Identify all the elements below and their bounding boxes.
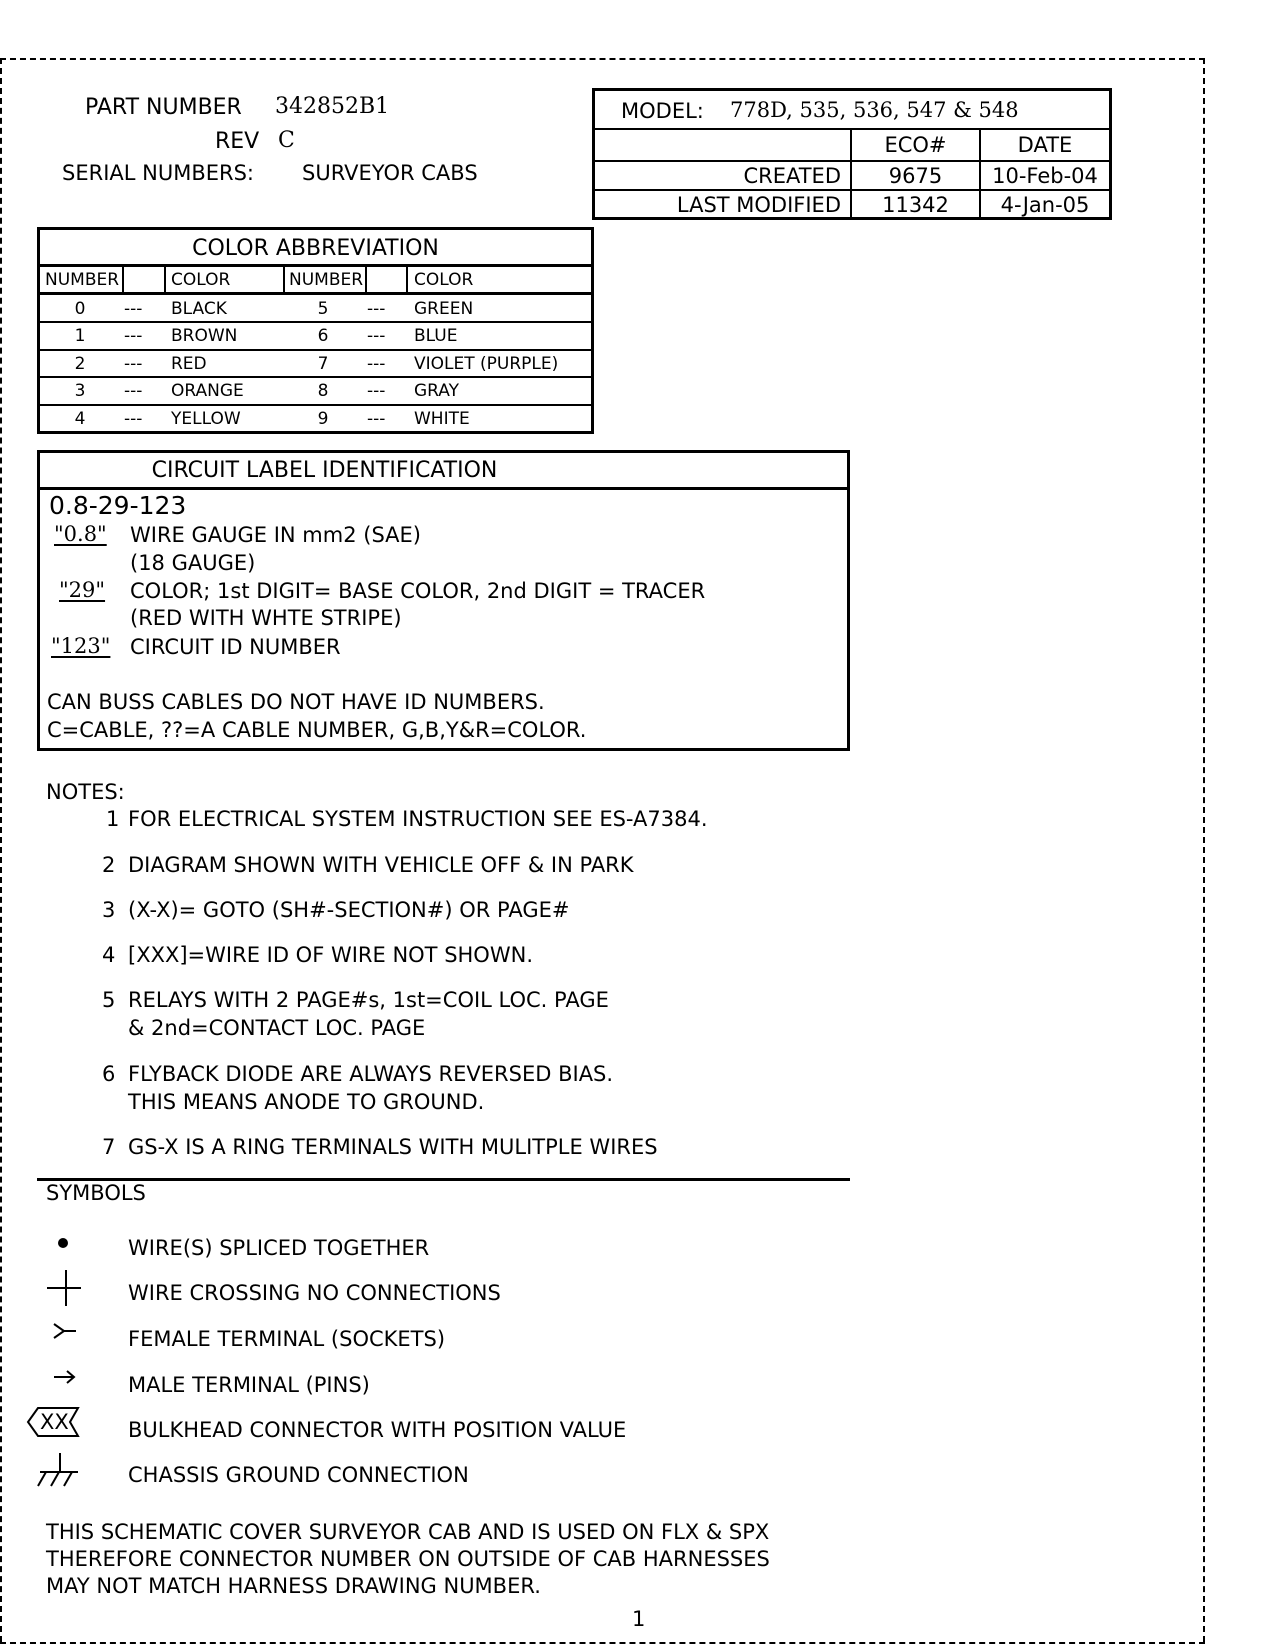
serial-label: SERIAL NUMBERS:: [62, 161, 254, 185]
gauge-sub: (18 GAUGE): [130, 551, 256, 575]
note-text: RELAYS WITH 2 PAGE#s, 1st=COIL LOC. PAGE: [128, 988, 609, 1012]
wire-crossing-icon: [44, 1268, 84, 1308]
color-num: 4: [74, 409, 86, 429]
rev-value: C: [278, 128, 295, 153]
created-eco: 9675: [888, 164, 943, 188]
head-number-left: NUMBER: [45, 270, 120, 290]
symbol-label: CHASSIS GROUND CONNECTION: [128, 1463, 469, 1487]
page-number: 1: [632, 1607, 646, 1631]
color-sub: (RED WITH WHTE STRIPE): [130, 606, 402, 630]
symbol-label: BULKHEAD CONNECTOR WITH POSITION VALUE: [128, 1418, 627, 1442]
created-label: CREATED: [743, 164, 841, 188]
note-text: GS-X IS A RING TERMINALS WITH MULITPLE WIRES: [128, 1135, 658, 1159]
color-name: RED: [171, 354, 207, 374]
head-color-left: COLOR: [171, 270, 231, 290]
color-name: GRAY: [414, 381, 459, 401]
note-text-cont: THIS MEANS ANODE TO GROUND.: [128, 1090, 485, 1114]
modified-date: 4-Jan-05: [1000, 193, 1090, 217]
note-number: 6: [102, 1062, 116, 1086]
color-name: GREEN: [414, 299, 474, 319]
female-terminal-icon: [50, 1319, 80, 1343]
sheet-border-right: [1203, 58, 1205, 1642]
color-key: "29": [59, 578, 106, 602]
head-color-right: COLOR: [414, 270, 474, 290]
color-num: 6: [317, 326, 329, 346]
color-dash: ---: [124, 354, 143, 374]
model-label: MODEL:: [621, 99, 704, 123]
male-terminal-icon: [50, 1365, 80, 1389]
color-dash: ---: [367, 409, 386, 429]
color-num: 2: [74, 354, 86, 374]
color-dash: ---: [124, 409, 143, 429]
part-number-label: PART NUMBER: [85, 95, 242, 120]
color-dash: ---: [124, 381, 143, 401]
note-text: DIAGRAM SHOWN WITH VEHICLE OFF & IN PARK: [128, 853, 634, 877]
color-num: 0: [74, 299, 86, 319]
color-dash: ---: [124, 299, 143, 319]
splice-dot-icon: [50, 1230, 76, 1256]
bulkhead-connector-glyph: XX: [40, 1410, 69, 1434]
color-name: VIOLET (PURPLE): [414, 354, 559, 374]
note-text: (X-X)= GOTO (SH#-SECTION#) OR PAGE#: [128, 898, 570, 922]
color-dash: ---: [367, 381, 386, 401]
part-number: 342852B1: [275, 94, 390, 119]
note-number: 4: [102, 943, 116, 967]
color-name: BLACK: [171, 299, 227, 319]
sheet-border-top: [0, 58, 1205, 60]
circuit-label-box: [37, 450, 850, 751]
chassis-ground-icon: [34, 1450, 82, 1492]
note-number: 7: [102, 1135, 116, 1159]
can-note-2: C=CABLE, ??=A CABLE NUMBER, G,B,Y&R=COLOR.: [47, 718, 587, 742]
symbol-label: MALE TERMINAL (PINS): [128, 1373, 370, 1397]
note-text-cont: & 2nd=CONTACT LOC. PAGE: [128, 1016, 426, 1040]
serial-value: SURVEYOR CABS: [302, 161, 478, 185]
color-num: 9: [317, 409, 329, 429]
note-text: [XXX]=WIRE ID OF WIRE NOT SHOWN.: [128, 943, 533, 967]
circuit-title: CIRCUIT LABEL IDENTIFICATION: [151, 458, 498, 483]
symbol-label: FEMALE TERMINAL (SOCKETS): [128, 1327, 446, 1351]
gauge-key: "0.8": [54, 522, 107, 546]
modified-eco: 11342: [882, 193, 949, 217]
note-number: 2: [102, 853, 116, 877]
color-table: [37, 227, 594, 434]
color-name: YELLOW: [171, 409, 241, 429]
symbol-label: WIRE CROSSING NO CONNECTIONS: [128, 1281, 501, 1305]
color-name: WHITE: [414, 409, 470, 429]
color-dash: ---: [367, 354, 386, 374]
id-text: CIRCUIT ID NUMBER: [130, 635, 341, 659]
model-block: [592, 88, 1112, 220]
rev-label: REV: [215, 129, 260, 154]
date-header: DATE: [1017, 133, 1073, 157]
footer-line-1: THIS SCHEMATIC COVER SURVEYOR CAB AND IS USED ON FLX & SPX: [46, 1520, 770, 1544]
note-text: FOR ELECTRICAL SYSTEM INSTRUCTION SEE ES-A7384.: [128, 807, 708, 831]
modified-label: LAST MODIFIED: [676, 193, 841, 217]
symbols-divider: [37, 1178, 850, 1181]
notes-title: NOTES:: [46, 780, 125, 804]
color-num: 7: [317, 354, 329, 374]
color-table-title: COLOR ABBREVIATION: [192, 236, 439, 261]
sheet-border-bottom: [0, 1642, 1205, 1644]
note-number: 5: [102, 988, 116, 1012]
created-date: 10-Feb-04: [992, 164, 1098, 188]
model-value: 778D, 535, 536, 547 & 548: [730, 98, 1019, 122]
footer-line-3: MAY NOT MATCH HARNESS DRAWING NUMBER.: [46, 1574, 541, 1598]
note-text: FLYBACK DIODE ARE ALWAYS REVERSED BIAS.: [128, 1062, 614, 1086]
note-number: 1: [106, 807, 120, 831]
footer-line-2: THEREFORE CONNECTOR NUMBER ON OUTSIDE OF CAB HARNESSES: [46, 1547, 770, 1571]
circuit-example: 0.8-29-123: [49, 491, 187, 520]
note-number: 3: [102, 898, 116, 922]
color-name: BROWN: [171, 326, 238, 346]
head-number-right: NUMBER: [289, 270, 364, 290]
gauge-text: WIRE GAUGE IN mm2 (SAE): [130, 523, 421, 547]
sheet-border-left: [0, 58, 2, 1642]
symbol-label: WIRE(S) SPLICED TOGETHER: [128, 1236, 430, 1260]
symbols-title: SYMBOLS: [46, 1181, 146, 1205]
color-dash: ---: [367, 326, 386, 346]
color-dash: ---: [124, 326, 143, 346]
color-num: 1: [74, 326, 86, 346]
id-key: "123": [51, 634, 111, 658]
color-num: 3: [74, 381, 86, 401]
can-note-1: CAN BUSS CABLES DO NOT HAVE ID NUMBERS.: [47, 690, 545, 714]
eco-header: ECO#: [884, 133, 947, 157]
color-name: BLUE: [414, 326, 458, 346]
color-name: ORANGE: [171, 381, 244, 401]
color-num: 5: [317, 299, 329, 319]
color-dash: ---: [367, 299, 386, 319]
color-text: COLOR; 1st DIGIT= BASE COLOR, 2nd DIGIT = TRACER: [130, 579, 706, 603]
color-num: 8: [317, 381, 329, 401]
